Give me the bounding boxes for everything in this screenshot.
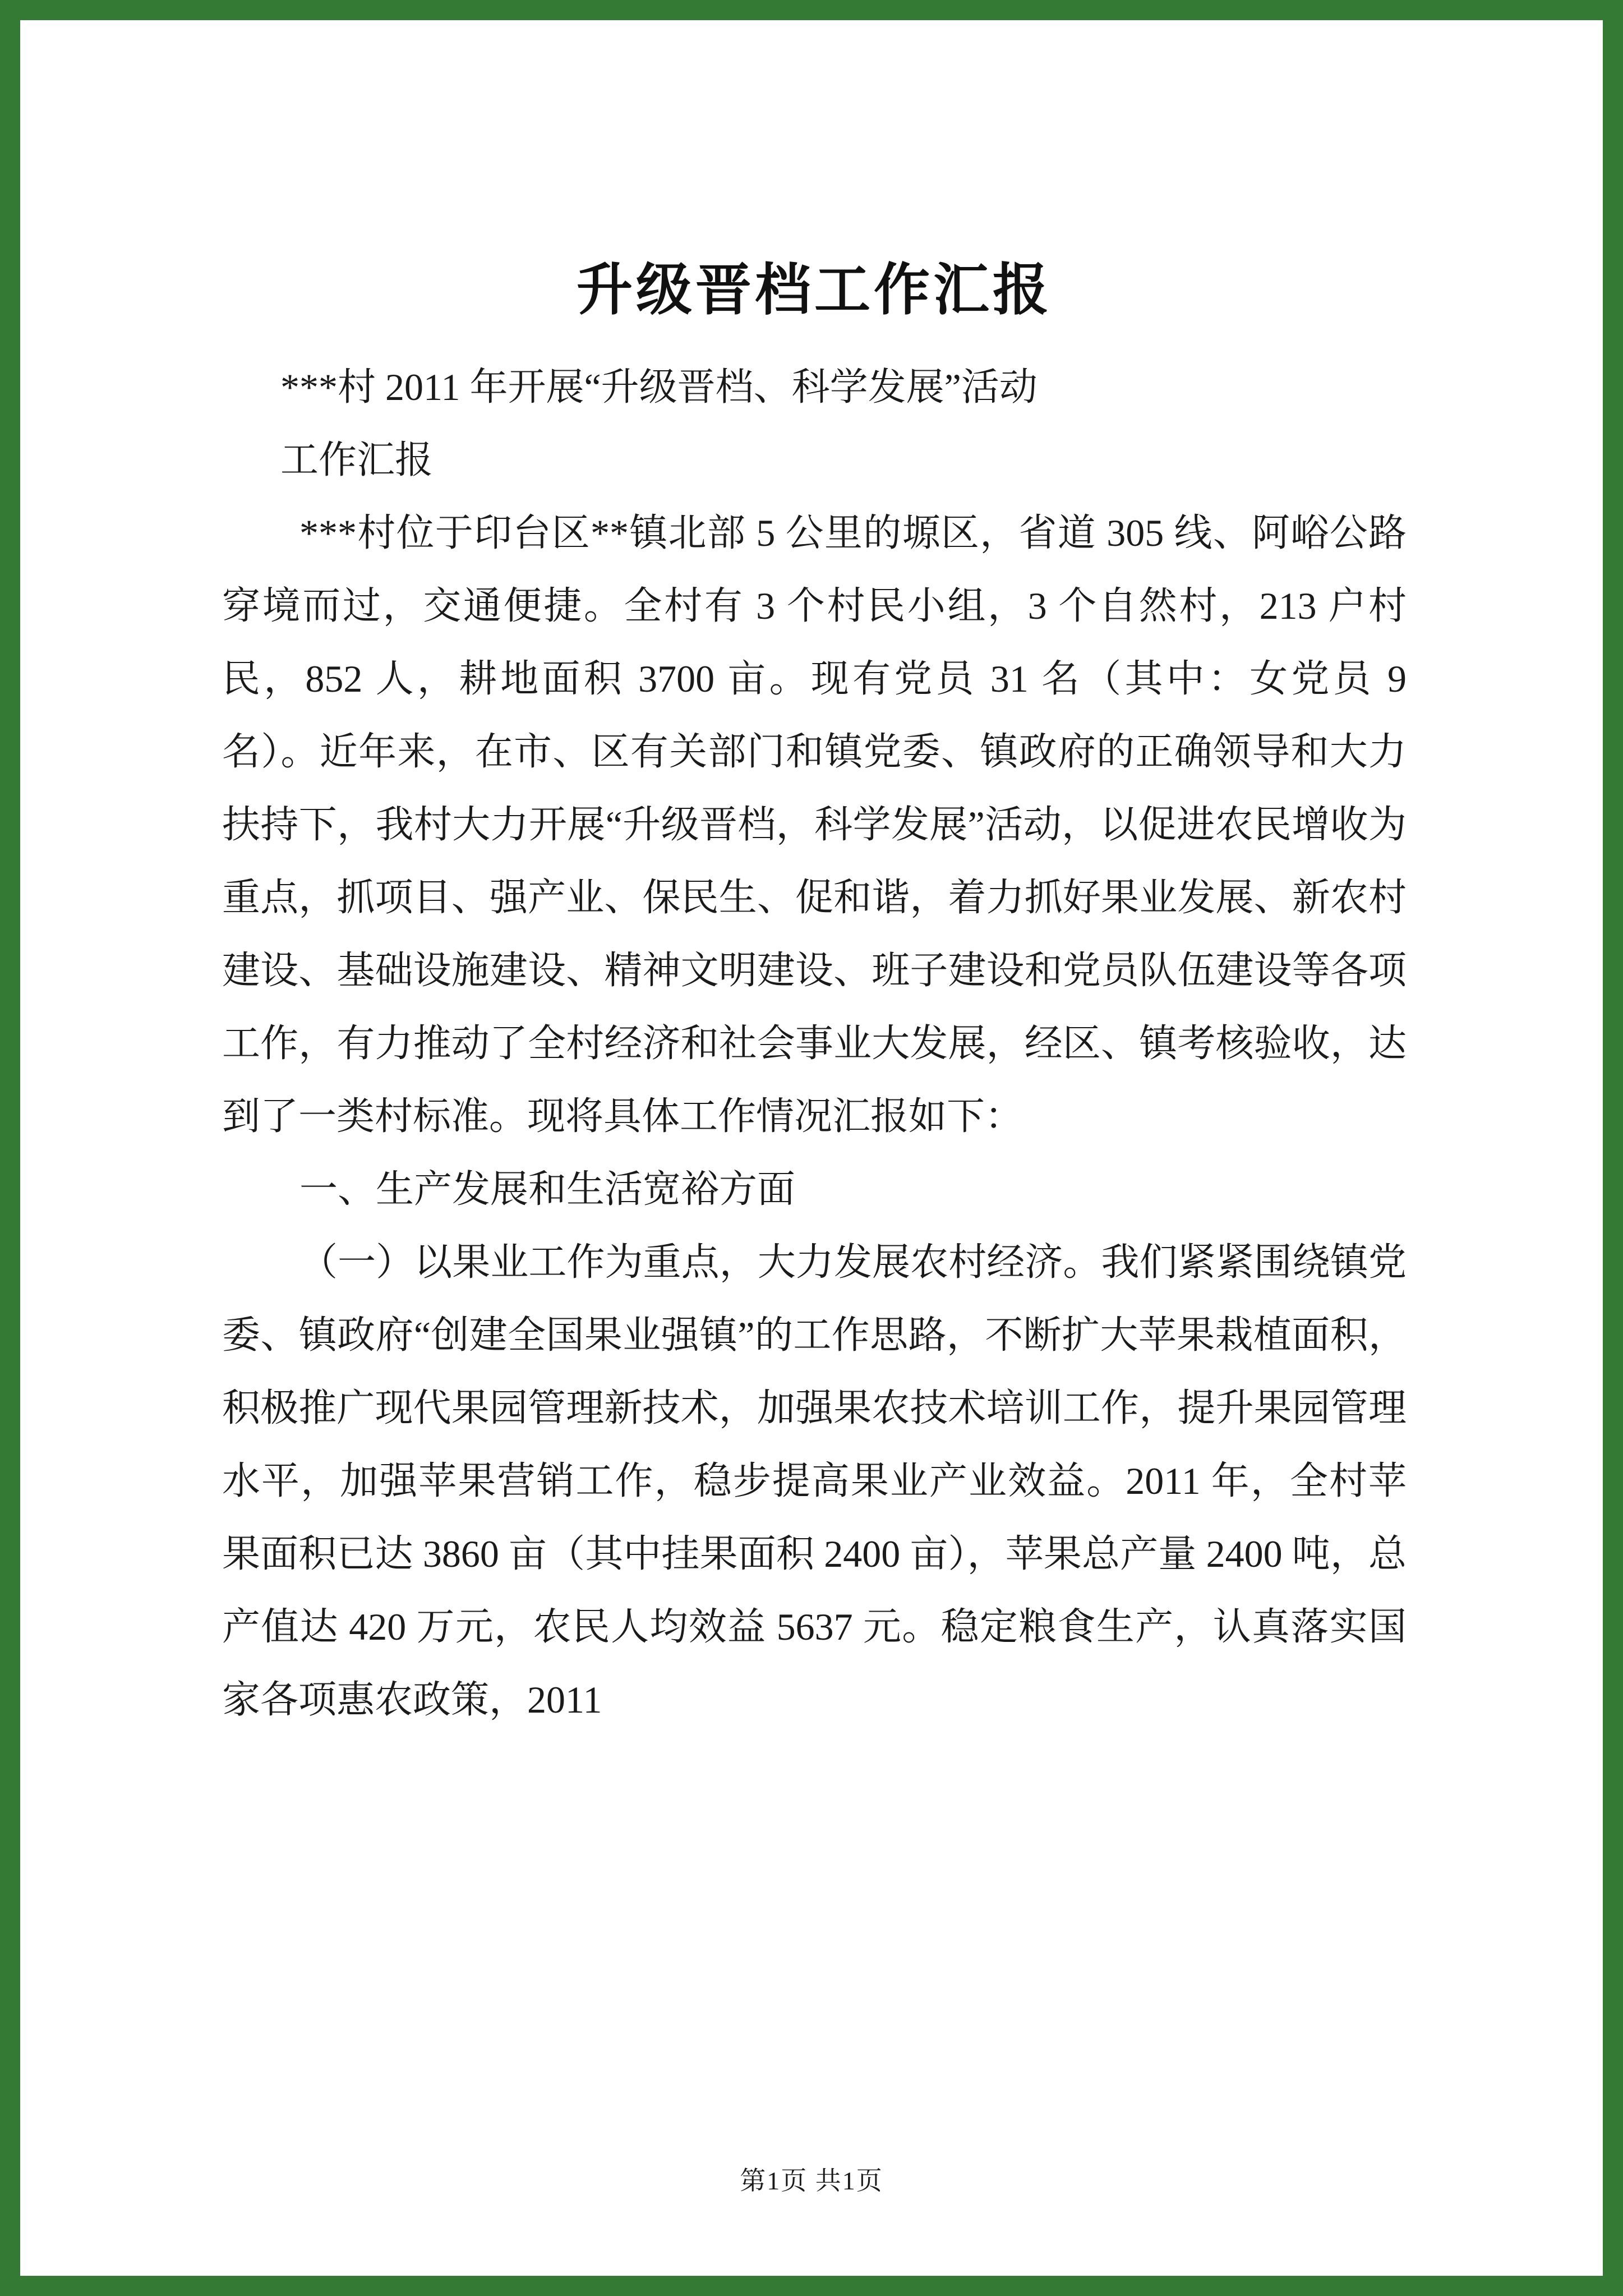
paragraph-section-1: （一）以果业工作为重点，大力发展农村经济。我们紧紧围绕镇党委、镇政府“创建全国果业强镇”的工作思路，不断扩大苹果栽植面积，积极推广现代果园管理新技术，加强果农技术培训工作，提升果园管理水平，加强苹果营销工作，稳步提高果业产业效益。2011 年，全村苹果面积已达 3860 亩（其中挂果面积 2400 亩），苹果总产量 2400 吨，总产值达 420 万元，农民人均效益 5637 元。稳定粮食生产，认真落实国家各项惠农政策，2011 (222, 1241, 1407, 1721)
page-title: 升级晋档工作汇报 (577, 259, 1052, 321)
subtitle-line-1: ***村 2011 年开展“升级晋档、科学发展”活动 (280, 366, 1038, 408)
paragraph-intro: ***村位于印台区**镇北部 5 公里的塬区，省道 305 线、阿峪公路穿境而过，交通便捷。全村有 3 个村民小组，3 个自然村，213 户村民，852 人，耕地面积 3700 亩。现有党员 31 名（其中：女党员 9 名）。近年来，在市、区有关部门和镇党委、镇政府的正确领导和大力扶持下，我村大力开展“升级晋档，科学发展”活动，以促进农民增收为重点，抓项目、强产业、保民生、促和谐，着力抓好果业发展、新农村建设、基础设施建设、精神文明建设、班子建设和党员队伍建设等各项工作，有力推动了全村经济和社会事业大发展，经区、镇考核验收，达到了一类村标准。现将具体工作情况汇报如下： (222, 512, 1407, 1138)
subtitle-line-2: 工作汇报 (280, 439, 434, 481)
page-number: 第1页 共1页 (740, 2166, 883, 2195)
document-content (20, 20, 1603, 1736)
section-heading-1: 一、生产发展和生活宽裕方面 (299, 1168, 796, 1211)
